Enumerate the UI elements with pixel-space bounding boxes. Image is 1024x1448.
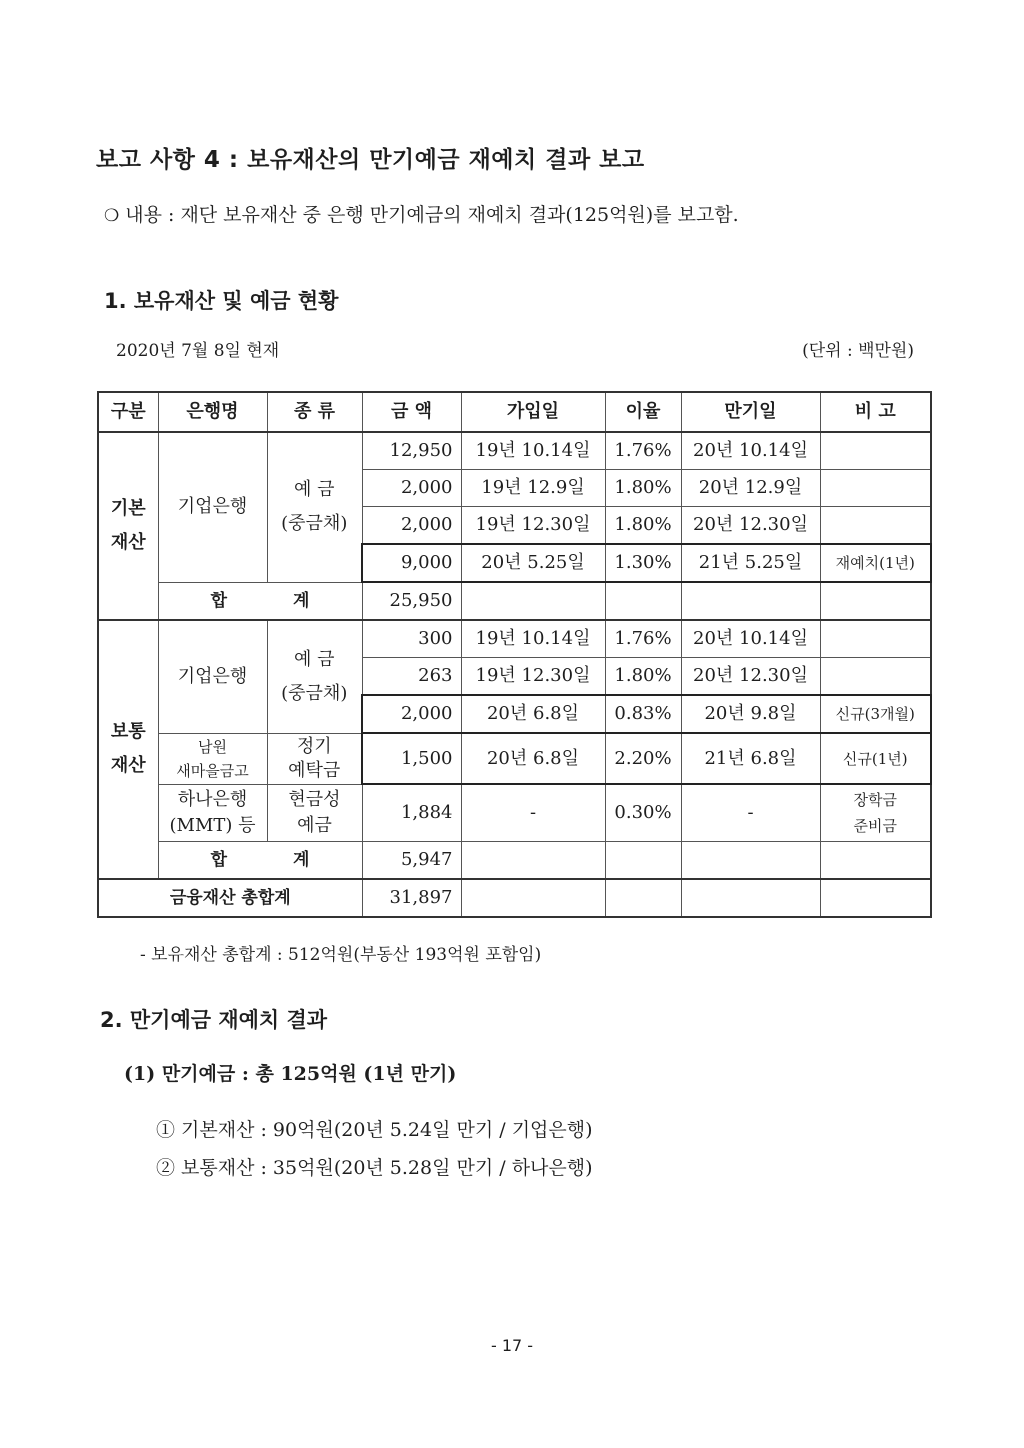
start-date-cell: 19년 12.30일 [461, 658, 605, 696]
header-bank: 은행명 [158, 392, 267, 432]
note-cell: 신규(1년) [820, 733, 931, 784]
rate-cell: 1.76% [605, 620, 681, 658]
subtotal-amount: 5,947 [362, 841, 461, 879]
header-category: 구분 [98, 392, 158, 432]
note-cell [820, 620, 931, 658]
end-date-cell: 20년 12.9일 [681, 470, 820, 507]
amount-cell: 2,000 [362, 507, 461, 545]
note-cell: 신규(3개월) [820, 695, 931, 733]
amount-cell: 1,500 [362, 733, 461, 784]
note-cell [820, 658, 931, 696]
end-date-cell: 21년 6.8일 [681, 733, 820, 784]
amount-cell: 263 [362, 658, 461, 696]
start-date-cell: 20년 6.8일 [461, 695, 605, 733]
note-cell: 장학금 준비금 [820, 784, 931, 841]
category-basic: 기본 재산 [98, 432, 158, 620]
bank-cell: 기업은행 [158, 432, 267, 582]
type-cell: 예 금 (중금채) [267, 432, 362, 582]
amount-cell: 2,000 [362, 695, 461, 733]
subtotal-label [158, 582, 362, 620]
unit-note: (단위 : 백만원) [802, 341, 914, 361]
amount-cell: 300 [362, 620, 461, 658]
intro-line [104, 198, 964, 233]
end-date-cell: 20년 12.30일 [681, 658, 820, 696]
intro-text: 내용 : 재단 보유재산 중 은행 만기예금의 재예치 결과(125억원)를 보고함. [125, 204, 739, 226]
type-cell: 예 금 (중금채) [267, 620, 362, 733]
start-date-cell: 19년 12.9일 [461, 470, 605, 507]
rate-cell: 1.80% [605, 658, 681, 696]
table-row [98, 432, 931, 470]
end-date-cell: 20년 9.8일 [681, 695, 820, 733]
header-end-date: 만기일 [681, 392, 820, 432]
table-row [98, 784, 931, 841]
page-number: - 17 - [490, 1336, 534, 1355]
note-cell: 재예치(1년) [820, 544, 931, 582]
end-date-cell: 20년 10.14일 [681, 620, 820, 658]
subtotal-row [98, 841, 931, 879]
amount-cell: 9,000 [362, 544, 461, 582]
highlighted-row [98, 733, 931, 784]
sub-heading: (1) 만기예금 : 총 125억원 (1년 만기) [124, 1063, 457, 1085]
header-rate: 이율 [605, 392, 681, 432]
grand-total-row [98, 879, 931, 917]
category-ordinary: 보통 재산 [98, 620, 158, 879]
start-date-cell: - [461, 784, 605, 841]
end-date-cell: 20년 12.30일 [681, 507, 820, 545]
date-note: 2020년 7월 8일 현재 [116, 341, 280, 361]
section-1-heading: 1. 보유재산 및 예금 현황 [104, 289, 339, 313]
note-cell [820, 507, 931, 545]
rate-cell: 1.80% [605, 470, 681, 507]
header-note: 비 고 [820, 392, 931, 432]
type-cell: 정기 예탁금 [267, 733, 362, 784]
start-date-cell: 19년 10.14일 [461, 620, 605, 658]
subtotal-row [98, 582, 931, 620]
rate-cell: 1.30% [605, 544, 681, 582]
bank-cell: 기업은행 [158, 620, 267, 733]
circle-bullet-icon: ❍ [104, 206, 120, 226]
header-type: 종 류 [267, 392, 362, 432]
rate-cell: 1.80% [605, 507, 681, 545]
subtotal-label-text: 합 계 [210, 849, 340, 870]
bank-cell: 하나은행 (MMT) 등 [158, 784, 267, 841]
end-date-cell: 21년 5.25일 [681, 544, 820, 582]
subtotal-label-text: 합 계 [210, 590, 340, 611]
bank-cell: 남원 새마을금고 [158, 733, 267, 784]
type-cell: 현금성 예금 [267, 784, 362, 841]
start-date-cell: 20년 6.8일 [461, 733, 605, 784]
amount-cell: 2,000 [362, 470, 461, 507]
assets-table [97, 391, 932, 918]
grand-total-label: 금융재산 총합계 [98, 879, 362, 917]
table-row [98, 620, 931, 658]
end-date-cell: 20년 10.14일 [681, 432, 820, 470]
list-item: ① 기본재산 : 90억원(20년 5.24일 만기 / 기업은행) [156, 1119, 593, 1141]
rate-cell: 1.76% [605, 432, 681, 470]
list-item: ② 보통재산 : 35억원(20년 5.28일 만기 / 하나은행) [156, 1157, 593, 1179]
subtotal-amount: 25,950 [362, 582, 461, 620]
start-date-cell: 19년 10.14일 [461, 432, 605, 470]
header-start-date: 가입일 [461, 392, 605, 432]
grand-total-amount: 31,897 [362, 879, 461, 917]
header-amount: 금 액 [362, 392, 461, 432]
footnote: - 보유재산 총합계 : 512억원(부동산 193억원 포함임) [140, 945, 542, 965]
start-date-cell: 19년 12.30일 [461, 507, 605, 545]
start-date-cell: 20년 5.25일 [461, 544, 605, 582]
rate-cell: 0.30% [605, 784, 681, 841]
section-2-heading: 2. 만기예금 재예치 결과 [100, 1008, 328, 1032]
rate-cell: 0.83% [605, 695, 681, 733]
amount-cell: 1,884 [362, 784, 461, 841]
table-header-row [98, 392, 931, 432]
amount-cell: 12,950 [362, 432, 461, 470]
end-date-cell: - [681, 784, 820, 841]
subtotal-label [158, 841, 362, 879]
note-cell [820, 470, 931, 507]
note-cell [820, 432, 931, 470]
page-title: 보고 사항 4 : 보유재산의 만기예금 재예치 결과 보고 [96, 147, 645, 173]
rate-cell: 2.20% [605, 733, 681, 784]
